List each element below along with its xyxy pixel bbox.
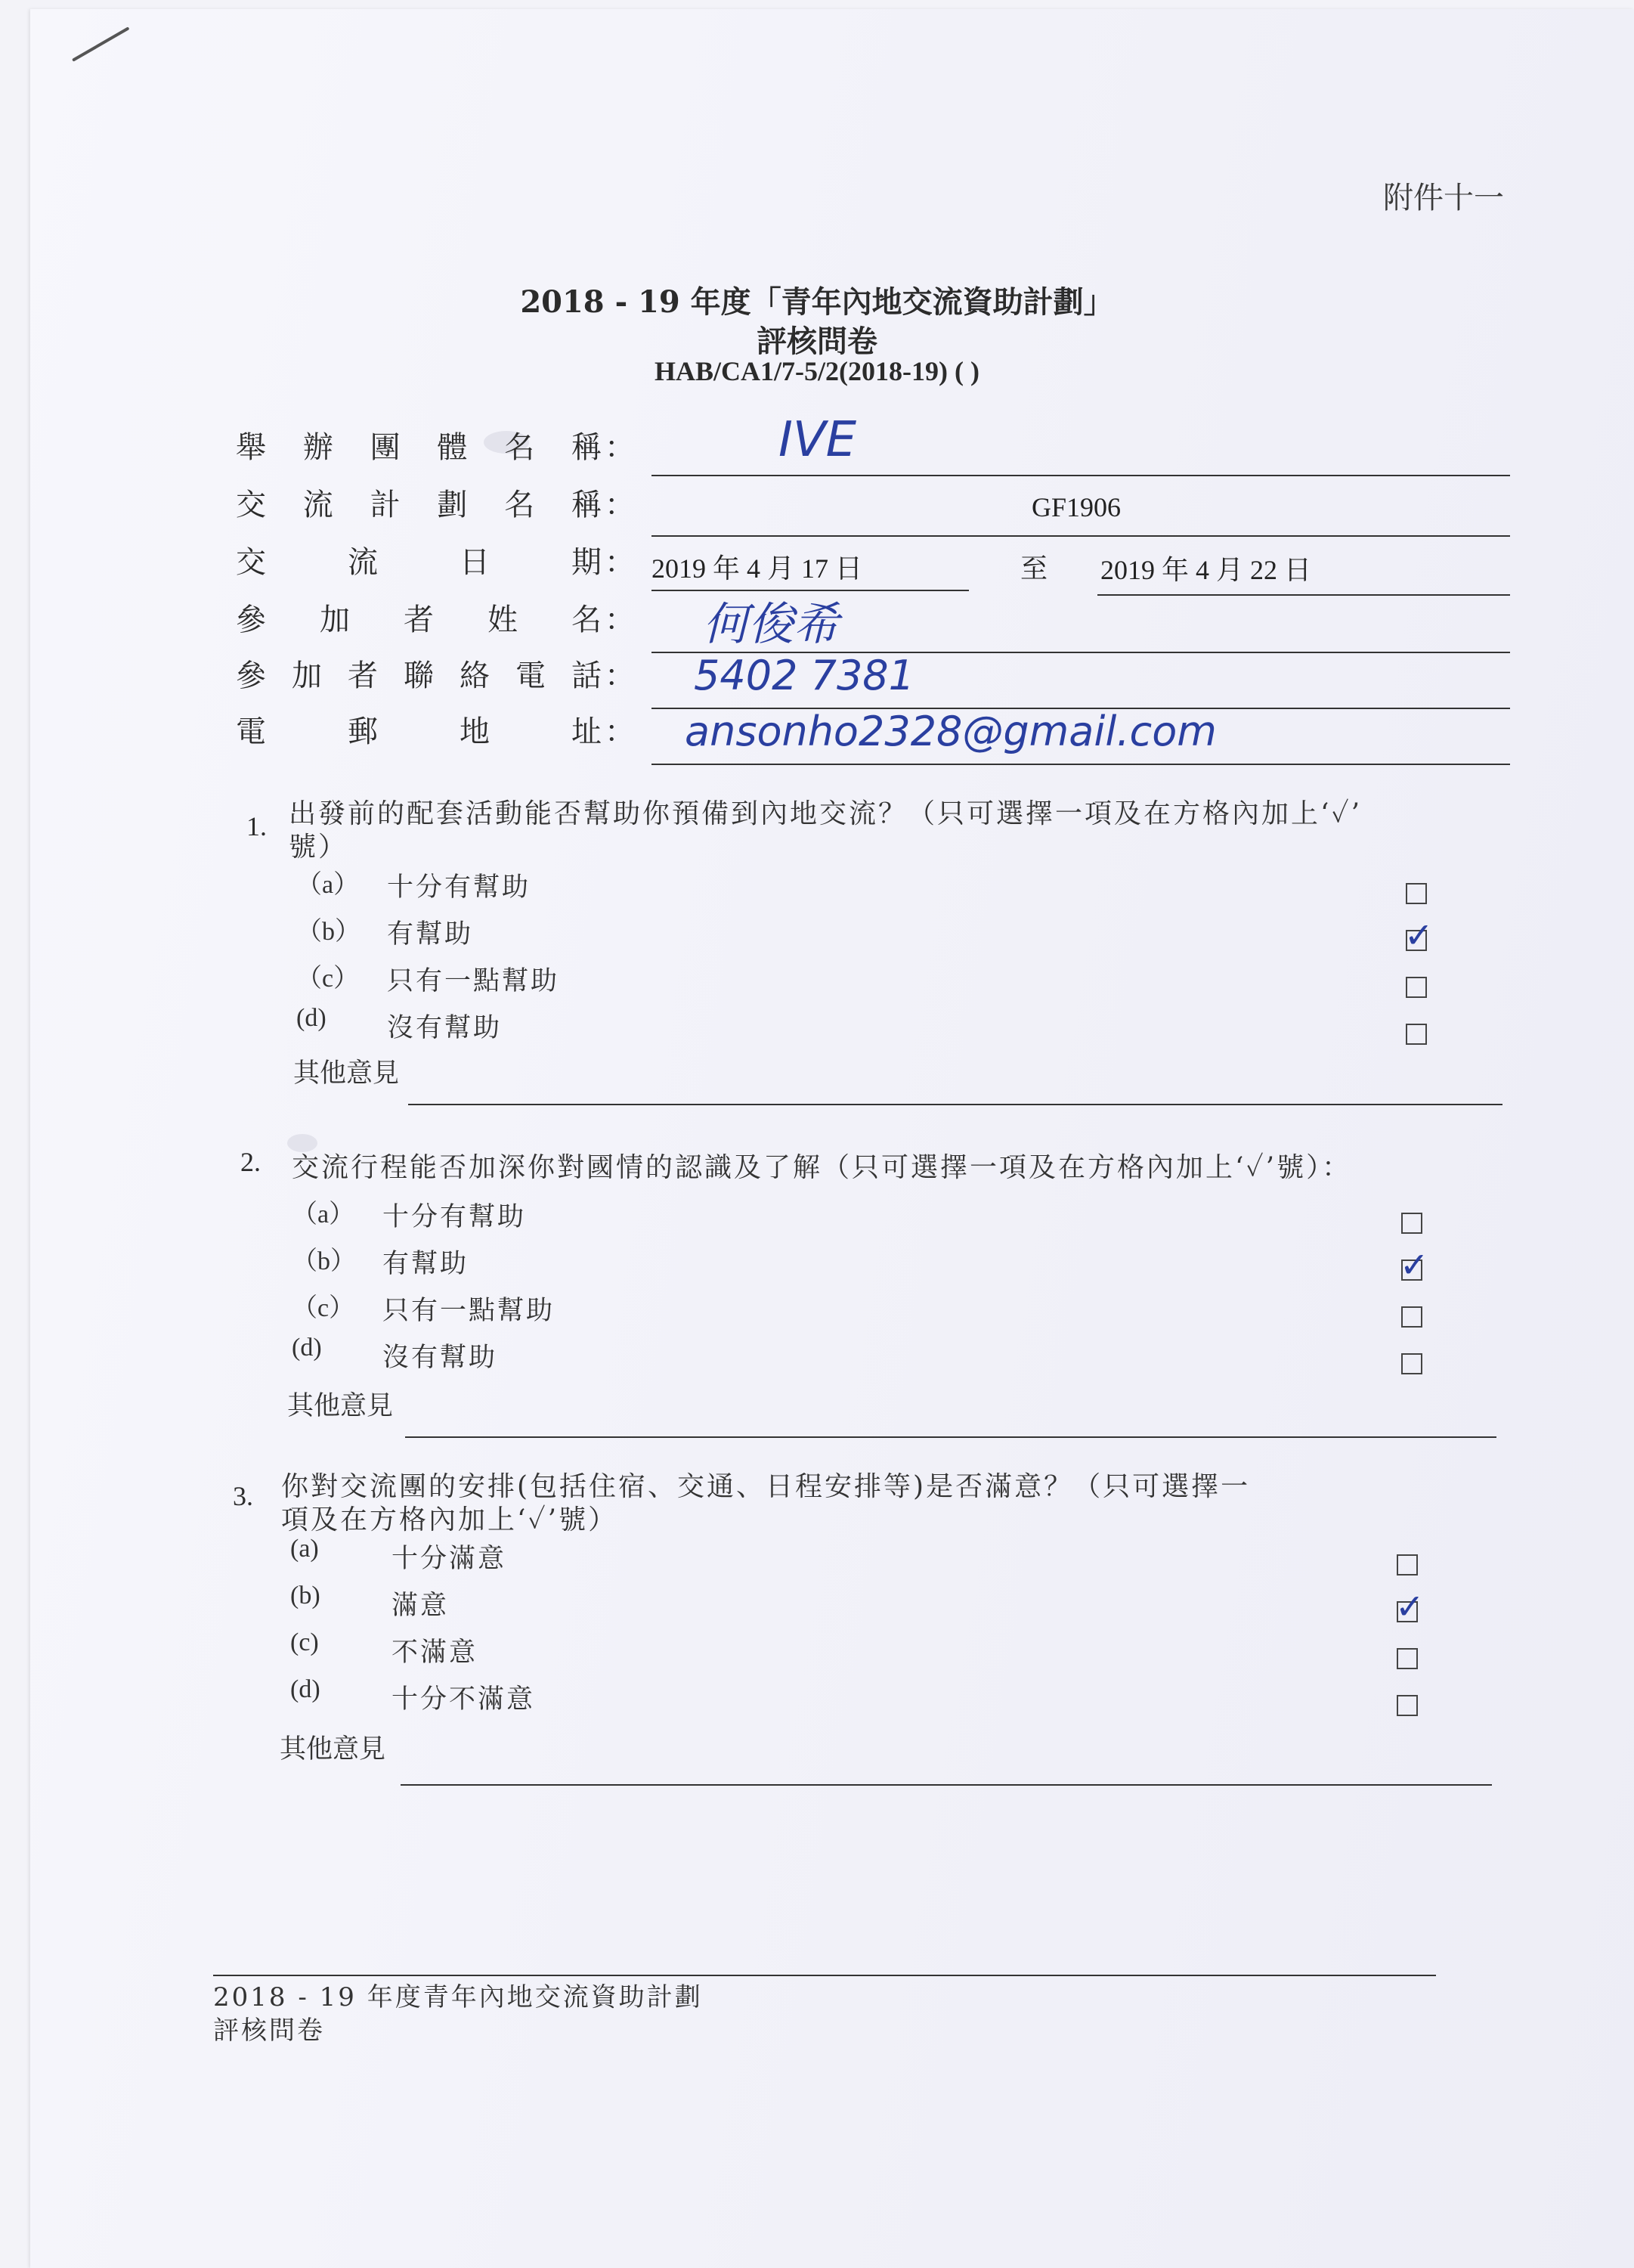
option-label: 有幫助 [382,1249,469,1279]
name-label-char: 名 [571,603,602,637]
annex-label: 附件十一 [1383,181,1504,215]
option-key: （c） [292,1294,355,1322]
date-label-colon: ： [605,545,635,580]
phone-label-char: 話 [571,658,602,693]
remark-label: 其他意見 [293,1058,400,1089]
option-key: (d) [296,1004,326,1032]
remark-underline [408,1104,1502,1105]
programme-label-char: 名 [504,488,535,522]
option-checkbox[interactable] [1406,1024,1427,1045]
remark-underline [401,1784,1492,1786]
option-checkbox[interactable] [1401,1213,1422,1234]
option-label: 沒有幫助 [387,1013,503,1043]
date-to-word: 至 [1020,553,1048,584]
date-label-char: 日 [460,545,490,580]
option-key: (b) [290,1582,320,1610]
option-label: 十分不滿意 [391,1684,536,1715]
option-key: （b） [296,918,361,946]
programme-label-colon: ： [605,488,635,522]
organiser-label-char: 稱 [571,430,602,465]
phone-label-char: 參 [236,658,266,693]
option-label: 滿意 [391,1591,450,1621]
date-label-char: 期 [571,545,602,580]
check-mark-icon: ✓ [1400,1244,1429,1285]
date-label-char: 流 [348,545,378,580]
programme-label-char: 交 [236,488,266,522]
option-checkbox[interactable] [1406,883,1427,904]
option-key: （b） [292,1247,356,1275]
name-value: 何俊希 [703,598,839,651]
question-text-cont: 號） [289,832,348,863]
option-key: (a) [290,1535,319,1563]
option-label: 十分有幫助 [382,1202,527,1232]
programme-label-char: 劃 [437,488,468,522]
option-label: 沒有幫助 [382,1343,498,1373]
email-label-char: 郵 [348,714,378,749]
phone-label-colon: ： [605,658,635,693]
form-subtitle: 評核問卷 [757,324,877,359]
date-to-value: 2019 年 4 月 22 日 [1100,555,1312,585]
email-label-char: 地 [460,714,490,749]
organiser-label-char: 辦 [302,430,333,465]
date-label-char: 交 [236,545,266,580]
email-underline [651,764,1510,765]
option-key: （a） [296,871,360,899]
programme-label-char: 計 [370,488,401,522]
remark-label: 其他意見 [287,1391,394,1421]
organiser-value: IVE [778,412,857,468]
phone-label-char: 聯 [404,658,434,693]
question-number: 2. [240,1147,261,1177]
name-label-char: 者 [404,603,434,637]
option-checkbox[interactable] [1397,1554,1418,1576]
phone-label-char: 者 [348,658,378,693]
phone-label-char: 電 [515,658,546,693]
form-reference: HAB/CA1/7-5/2(2018-19) ( ) [655,356,979,386]
remark-underline [405,1436,1496,1438]
organiser-label-char: 體 [437,430,468,465]
option-label: 十分有幫助 [387,872,531,903]
phone-label-char: 絡 [460,658,490,693]
phone-label-char: 加 [292,658,322,693]
name-label-colon: ： [605,603,635,637]
footer-line2: 評核問卷 [213,2015,325,2046]
option-checkbox[interactable] [1401,1353,1422,1374]
option-checkbox[interactable] [1397,1695,1418,1716]
option-label: 不滿意 [391,1637,478,1668]
option-label: 只有一點幫助 [387,966,560,996]
organiser-label-colon: ： [605,430,635,465]
name-label-char: 參 [236,603,266,637]
organiser-label-char: 名 [504,430,535,465]
option-checkbox[interactable] [1397,1648,1418,1669]
name-label-char: 姓 [487,603,518,637]
date-to-underline [1097,594,1510,596]
option-label: 只有一點幫助 [382,1296,555,1326]
option-key: (c) [290,1628,319,1656]
check-mark-icon: ✓ [1395,1586,1425,1627]
organiser-underline [651,475,1510,476]
option-key: （c） [296,965,360,993]
question-number: 3. [233,1481,253,1511]
question-number: 1. [246,811,267,841]
email-value: ansonho2328@gmail.com [685,708,1217,755]
option-label: 十分滿意 [391,1544,507,1574]
remark-label: 其他意見 [280,1734,386,1765]
option-key: (d) [292,1334,322,1362]
question-text: 出發前的配套活動能否幫助你預備到內地交流？（只可選擇一項及在方格內加上‘✓’ [289,798,1363,829]
option-checkbox[interactable] [1401,1306,1422,1328]
question-text-cont: 項及在方格內加上‘✓’號） [281,1504,618,1535]
option-key: （a） [292,1201,355,1228]
programme-value: GF1906 [1032,492,1122,522]
name-label-char: 加 [320,603,350,637]
option-label: 有幫助 [387,919,474,950]
question-text: 你對交流團的安排(包括住宿、交通、日程安排等)是否滿意？（只可選擇一 [281,1471,1251,1502]
programme-underline [651,535,1510,537]
question-text: 交流行程能否加深你對國情的認識及了解（只可選擇一項及在方格內加上‘✓’號）： [292,1152,1352,1183]
phone-value: 5402 7381 [694,652,915,699]
footer-line1: 2018 - 19 年度青年內地交流資助計劃 [213,1982,703,2012]
organiser-label-char: 團 [370,430,401,465]
organiser-label-char: 舉 [236,430,266,465]
form-title: 2018 - 19 年度「青年內地交流資助計劃」 [520,284,1114,320]
programme-label-char: 流 [302,488,333,522]
option-key: (d) [290,1675,320,1703]
option-checkbox[interactable] [1406,977,1427,998]
date-from-value: 2019 年 4 月 17 日 [651,553,863,584]
email-label-char: 址 [571,714,602,749]
check-mark-icon: ✓ [1404,915,1434,956]
programme-label-char: 稱 [571,488,602,522]
email-label-char: 電 [236,714,266,749]
email-label-colon: ： [605,714,635,749]
